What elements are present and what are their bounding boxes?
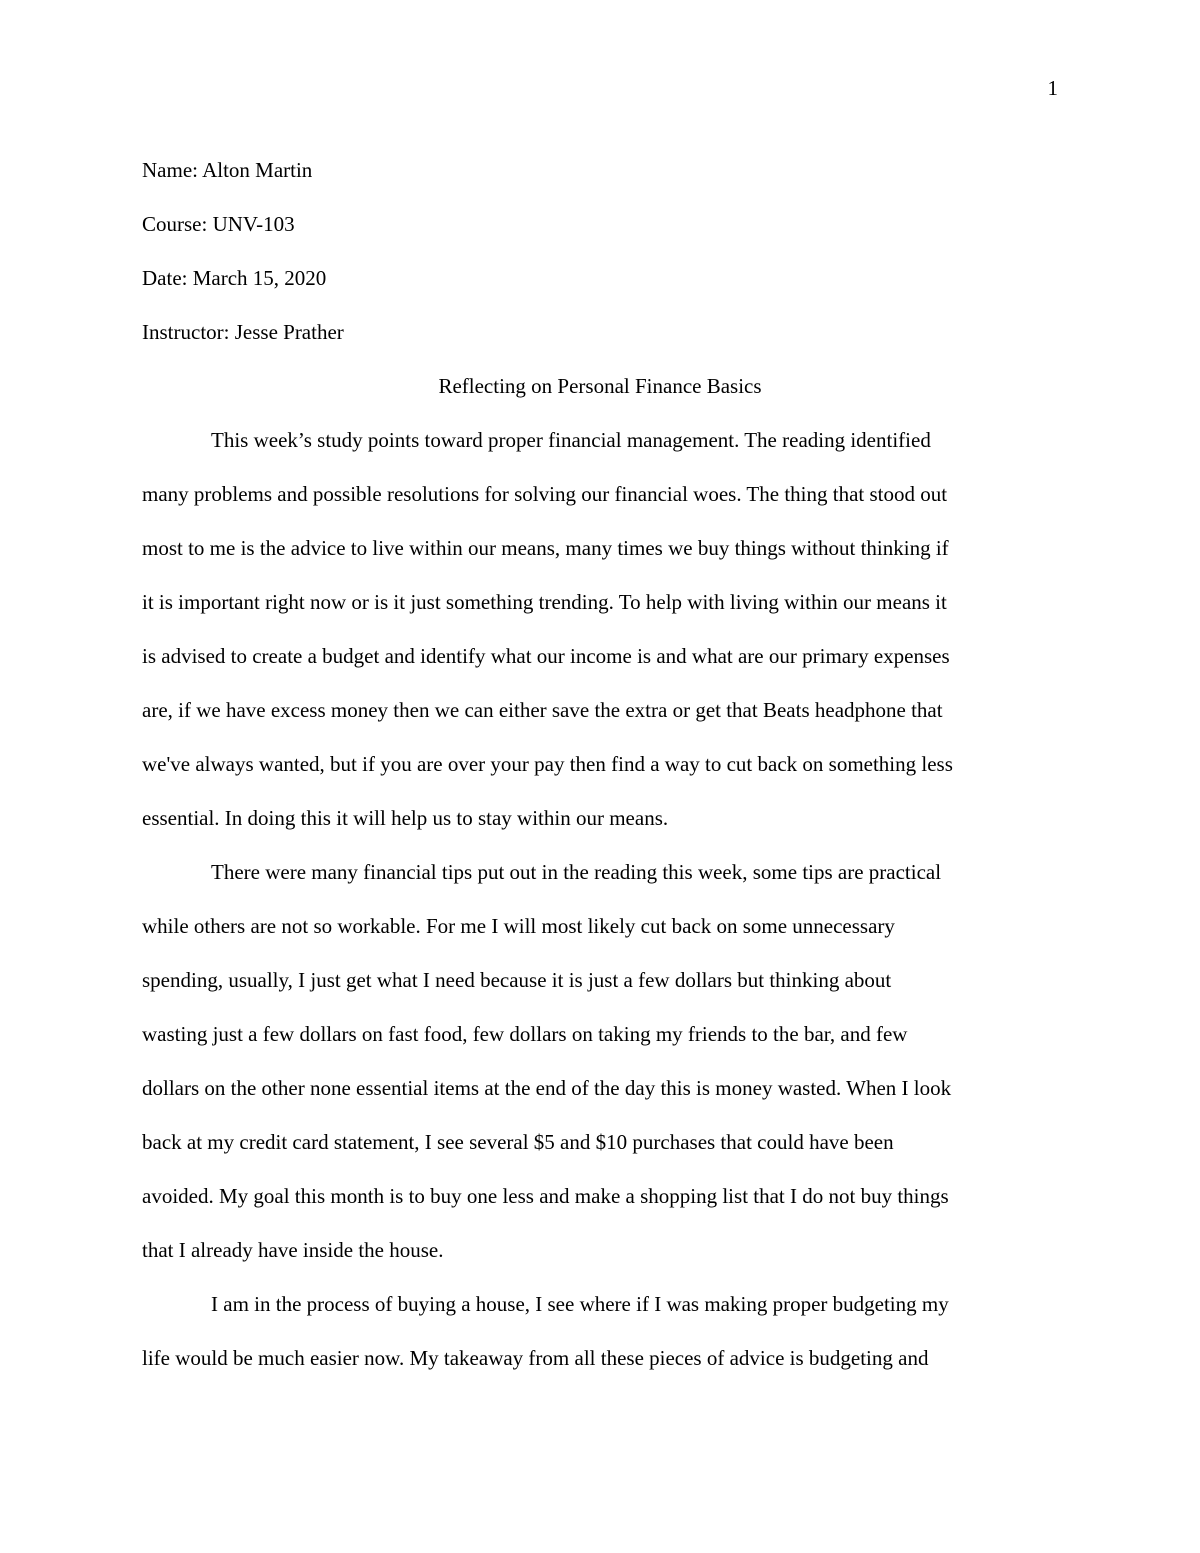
paragraph-line: This week’s study points toward proper financial management. The reading identified <box>211 428 931 452</box>
course-code: Course: UNV-103 <box>142 212 295 236</box>
paragraph-line: wasting just a few dollars on fast food, few dollars on taking my friends to the bar, and few <box>142 1022 908 1046</box>
submission-date: Date: March 15, 2020 <box>142 266 327 290</box>
paragraph-line: we've always wanted, but if you are over your pay then find a way to cut back on something less <box>142 752 953 776</box>
essay-title: Reflecting on Personal Finance Basics <box>438 374 762 398</box>
paragraph-line: that I already have inside the house. <box>142 1238 444 1262</box>
paragraph-line: I am in the process of buying a house, I see where if I was making proper budgeting my <box>211 1292 949 1316</box>
paragraph-line: life would be much easier now. My takeaway from all these pieces of advice is budgeting and <box>142 1346 929 1370</box>
paragraph-line: most to me is the advice to live within our means, many times we buy things without thinking if <box>142 536 949 560</box>
page-number: 1 <box>1047 76 1058 100</box>
student-name: Name: Alton Martin <box>142 158 313 182</box>
instructor-name: Instructor: Jesse Prather <box>142 320 344 344</box>
paragraph-line: There were many financial tips put out in the reading this week, some tips are practical <box>211 860 942 884</box>
paragraph <box>142 845 1058 1277</box>
paragraph <box>142 413 1058 845</box>
paragraph-line: spending, usually, I just get what I need because it is just a few dollars but thinking about <box>142 968 892 992</box>
paragraph-line: dollars on the other none essential items at the end of the day this is money wasted. When I look <box>142 1076 952 1100</box>
paragraph-line: essential. In doing this it will help us to stay within our means. <box>142 806 669 830</box>
paragraph-line: avoided. My goal this month is to buy one less and make a shopping list that I do not buy things <box>142 1184 949 1208</box>
paragraph-line: is advised to create a budget and identify what our income is and what are our primary expenses <box>142 644 950 668</box>
paragraph-line: while others are not so workable. For me I will most likely cut back on some unnecessary <box>142 914 895 938</box>
paragraph-line: are, if we have excess money then we can either save the extra or get that Beats headphone that <box>142 698 943 722</box>
document-body <box>142 143 1058 1385</box>
paragraph <box>142 1277 1058 1385</box>
paragraph-line: many problems and possible resolutions for solving our financial woes. The thing that stood out <box>142 482 948 506</box>
paragraph-line: it is important right now or is it just something trending. To help with living within our means it <box>142 590 947 614</box>
paragraph-line: back at my credit card statement, I see several $5 and $10 purchases that could have been <box>142 1130 894 1154</box>
